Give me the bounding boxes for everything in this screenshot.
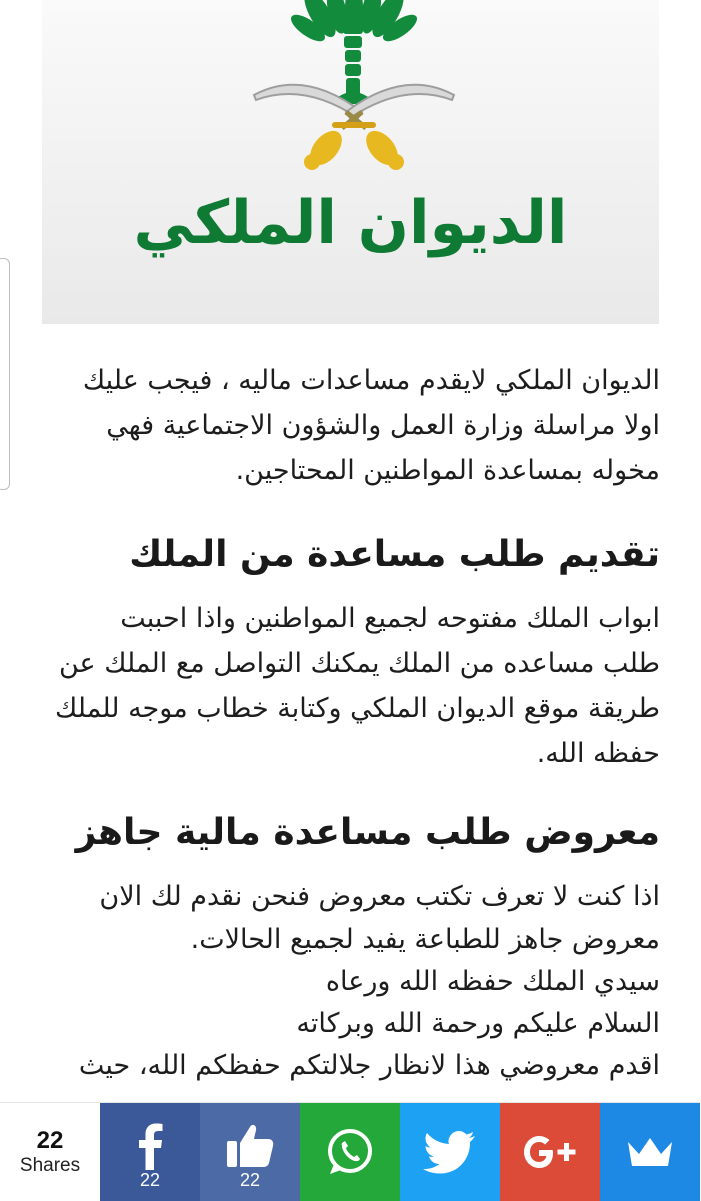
paragraph-line: ابواب الملك مفتوحه لجميع المواطنين واذا احببت (120, 603, 660, 634)
royal-emblem-icon (42, 0, 659, 324)
paragraph-line: معروض جاهز للطباعة يفيد لجميع الحالات. (190, 924, 660, 955)
hero-image (42, 0, 659, 324)
whatsapp-icon (324, 1126, 376, 1178)
share-count (0, 1103, 100, 1201)
sumome-button[interactable] (600, 1103, 700, 1201)
like-count: 22 (239, 1170, 261, 1190)
crown-icon (624, 1134, 676, 1170)
paragraph-line: حفظه الله. (536, 738, 660, 769)
hero-title: الديوان الملكي (133, 188, 568, 258)
sword-hilts (304, 112, 404, 171)
paragraph-line: طريقة موقع الديوان الملكي وكتابة خطاب موجه للملك (55, 693, 660, 724)
share-count-label: Shares (19, 1155, 81, 1176)
share-bar (0, 1102, 701, 1201)
article-paragraph-2 (40, 874, 660, 1087)
article-intro (40, 358, 660, 493)
heading-submit-request: تقديم طلب مساعدة من الملك (129, 534, 660, 575)
whatsapp-share-button[interactable] (300, 1103, 400, 1201)
twitter-icon (423, 1130, 477, 1174)
paragraph-line: اذا كنت لا تعرف تكتب معروض فنحن نقدم لك الان (99, 881, 660, 912)
share-count-number: 22 (36, 1127, 64, 1154)
intro-line: اولا مراسلة وزارة العمل والشؤون الاجتماعية فهي (106, 410, 660, 441)
paragraph-line: السلام عليكم ورحمة الله وبركاته (296, 1008, 660, 1039)
heading-ready-petition: معروض طلب مساعدة مالية جاهز (75, 812, 660, 853)
scroll-handle[interactable] (0, 258, 10, 490)
twitter-share-button[interactable] (400, 1103, 500, 1201)
thumbs-up-icon (224, 1121, 276, 1169)
intro-line: الديوان الملكي لايقدم مساعدات ماليه ، فيجب عليك (82, 365, 660, 396)
article-paragraph-1 (40, 596, 660, 776)
paragraph-line: سيدي الملك حفظه الله ورعاه (325, 966, 660, 997)
paragraph-line: اقدم معروضي هذا لانظار جلالتكم حفظكم الله، حيث (78, 1050, 660, 1081)
intro-line: مخوله بمساعدة المواطنين المحتاجين. (235, 455, 660, 486)
google-plus-share-button[interactable] (500, 1103, 600, 1201)
paragraph-line: طلب مساعده من الملك يمكنك التواصل مع الملك عن (58, 648, 660, 679)
google-plus-icon (521, 1132, 579, 1172)
facebook-share-button[interactable] (100, 1103, 200, 1201)
facebook-icon (130, 1120, 170, 1170)
facebook-share-count: 22 (139, 1170, 161, 1190)
like-button[interactable] (200, 1103, 300, 1201)
